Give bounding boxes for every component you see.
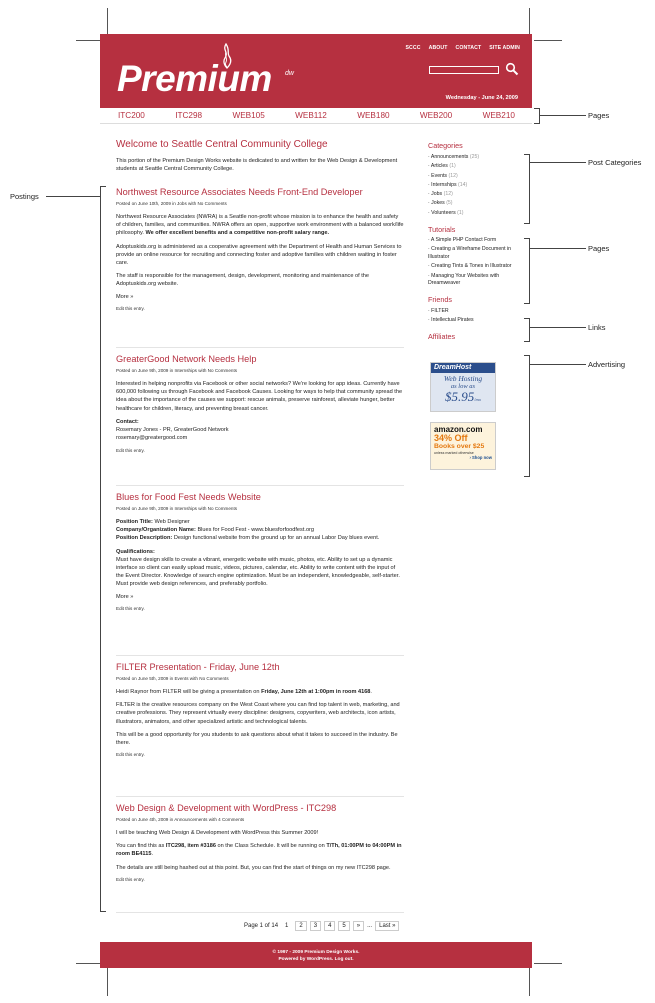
dreamhost-body xyxy=(431,375,495,406)
qualifications xyxy=(116,548,404,589)
annotation-advertising: Advertising xyxy=(588,360,626,369)
logo-suffix: dw xyxy=(285,70,294,77)
affiliates-heading: Affiliates xyxy=(428,332,456,342)
edit-entry-link[interactable]: Edit this entry. xyxy=(116,752,145,758)
post-body xyxy=(116,829,404,882)
post-meta: Posted on June 10th, 2009 in Jobs with No Comments xyxy=(116,201,227,206)
annotation-line xyxy=(530,327,586,328)
header-date: Wednesday - June 24, 2009 xyxy=(445,95,518,101)
annotation-line xyxy=(46,196,100,197)
tutorials-heading: Tutorials xyxy=(428,225,456,235)
tutorials-list xyxy=(428,237,524,287)
post-text-bold: T/Th, 01:00PM to 04:00PM in room BE4115 xyxy=(116,843,402,858)
tutorial-item[interactable]: · Creating Tints & Tones in Illustrator xyxy=(428,263,524,270)
search-icon[interactable] xyxy=(505,62,519,76)
post-title[interactable]: GreaterGood Network Needs Help xyxy=(116,354,257,364)
footer-copyright: © 1997 - 2009 Premium Design Works. xyxy=(272,950,360,955)
category-item[interactable]: · Internships (14) xyxy=(428,181,524,190)
top-nav-contact[interactable]: CONTACT xyxy=(455,45,482,51)
annotation-line xyxy=(530,364,586,365)
contact-block xyxy=(116,418,404,443)
qualifications-text: Must have design skills to create a vibrant, energetic website with music, photos, etc. Ability to set up a dynamic interface so client can easily upload music, videos, pictures, calendar, etc. Ability to write content with the input of the Event Director. Knowledge of search engine optimization. Must be an independent, knowledgeable, self-starter. Must provide web design references, and preferably portfolio. xyxy=(116,556,400,588)
post-paragraph: Adoptuskids.org is administered as a cooperative agreement with the Department of Health and Human Services to provide an online resource for recruiting and connecting foster and adoptive families with children waiting in foster care. xyxy=(116,243,402,267)
site-footer xyxy=(100,942,532,968)
top-nav-about[interactable]: ABOUT xyxy=(428,45,448,51)
annotation-bracket xyxy=(100,186,106,912)
annotation-bracket xyxy=(524,355,530,477)
annotation-links: Links xyxy=(588,323,606,332)
site-header xyxy=(100,34,532,108)
amazon-fineprint: unless marked otherwise xyxy=(434,451,474,455)
categories-heading: Categories xyxy=(428,141,463,150)
post-separator xyxy=(116,912,404,913)
pager-page-4[interactable]: 4 xyxy=(324,921,335,931)
edit-entry-link[interactable]: Edit this entry. xyxy=(116,305,145,311)
category-item[interactable]: · Articles (1) xyxy=(428,162,524,171)
description-label: Position Description: xyxy=(116,535,173,542)
position-value: Web Designer xyxy=(152,519,190,525)
pager-ellipsis: ... xyxy=(367,923,373,929)
post-title[interactable]: FILTER Presentation - Friday, June 12th xyxy=(116,662,280,672)
pager-page-5[interactable]: 5 xyxy=(338,921,349,931)
position-label: Position Title: xyxy=(116,519,153,525)
welcome-section xyxy=(116,138,404,173)
friend-link[interactable]: · FILTER xyxy=(428,307,524,316)
page-link-web105[interactable]: WEB105 xyxy=(232,111,265,120)
sidebar xyxy=(428,141,524,341)
post-body xyxy=(116,518,404,611)
dreamhost-line: as low as xyxy=(450,383,476,390)
post-text-bold: Friday, June 12th at 1:00pm in room 4168 xyxy=(261,689,371,695)
edit-entry-link[interactable]: Edit this entry. xyxy=(116,876,145,882)
top-nav-site-admin[interactable]: SITE ADMIN xyxy=(489,45,520,51)
category-item[interactable]: · Jokes (5) xyxy=(428,199,524,208)
post-text-bold: ITC298, item #3186 xyxy=(165,843,216,850)
org-value: Blues for Food Fest - www.bluesforfoodfest.org xyxy=(195,527,315,534)
page-link-web112[interactable]: WEB112 xyxy=(295,111,327,120)
post-paragraph: FILTER is the creative resources company on the West Coast where you can find top talent in web, marketing, and creative professions. They represent virtually every discipline: designers, copywriters, web architects, icon artists, illustrators, animators, and other specialized artistic and technological talents. xyxy=(116,702,400,725)
site-logo[interactable]: Premium xyxy=(117,58,272,99)
crop-mark xyxy=(534,40,562,41)
post-text: Heidi Raynor from FILTER will be giving a presentation on xyxy=(116,689,262,695)
welcome-title: Welcome to Seattle Central Community College xyxy=(116,139,328,150)
category-item[interactable]: · Jobs (12) xyxy=(428,190,524,199)
dreamhost-ad[interactable] xyxy=(430,362,496,412)
footer-powered[interactable]: Powered by WordPress. Log out. xyxy=(278,957,354,962)
pages-nav xyxy=(100,108,532,124)
post-title[interactable]: Blues for Food Fest Needs Website xyxy=(116,492,261,502)
post xyxy=(116,802,404,882)
edit-entry-link[interactable]: Edit this entry. xyxy=(116,448,145,454)
amazon-discount: 34% Off xyxy=(434,433,468,443)
post-meta: Posted on June 4th, 2009 in Announcements with 4 Comments xyxy=(116,817,245,822)
post-text-bold: We offer excellent benefits and a competitive non-profit salary range. xyxy=(145,230,330,237)
pager-next[interactable]: » xyxy=(353,921,364,931)
post-body xyxy=(116,213,404,311)
category-item[interactable]: · Volunteers (1) xyxy=(428,209,524,218)
post-paragraph: I will be teaching Web Design & Development with WordPress this Summer 2009! xyxy=(116,830,319,836)
post-title[interactable]: Web Design & Development with WordPress - ITC298 xyxy=(116,803,337,813)
search-input[interactable] xyxy=(429,66,499,74)
post-body xyxy=(116,380,404,453)
post-text: You can find this as xyxy=(116,843,166,850)
post-paragraph: This will be a good opportunity for you students to ask questions about what it takes to succeed in the industry. Be there. xyxy=(116,731,398,747)
dreamhost-unit: /mo xyxy=(474,397,481,402)
post-title[interactable]: Northwest Resource Associates Needs Front-End Developer xyxy=(116,187,363,197)
contact-name: Rosemary Jones - PR, GreaterGood Network xyxy=(116,427,229,434)
amazon-brand: amazon.com xyxy=(434,425,483,434)
post-paragraph xyxy=(116,213,404,238)
post-meta: Posted on June 5th, 2009 in Events with No Comments xyxy=(116,676,229,681)
post-separator xyxy=(116,655,404,656)
annotation-line xyxy=(540,115,586,116)
page-link-itc200[interactable]: ITC200 xyxy=(118,111,145,120)
top-nav xyxy=(405,45,520,51)
top-nav-sccc[interactable]: SCCC xyxy=(405,45,421,51)
post-separator xyxy=(116,485,404,486)
crop-mark xyxy=(534,963,562,964)
post-text: . xyxy=(151,851,154,858)
edit-entry-link[interactable]: Edit this entry. xyxy=(116,605,145,611)
post-paragraph: The details are still being hashed out at this point. But, you can find the start of things on my new ITC298 page. xyxy=(116,864,391,871)
annotation-post-categories: Post Categories xyxy=(588,158,642,167)
pagination xyxy=(244,921,399,931)
dreamhost-line: Web Hosting xyxy=(443,374,483,383)
post-text: on the Class Schedule. It will be running on xyxy=(215,843,327,850)
categories-list xyxy=(428,153,524,218)
post-body xyxy=(116,688,404,757)
annotation-line xyxy=(530,248,586,249)
category-item[interactable]: · Events (12) xyxy=(428,172,524,181)
friends-heading: Friends xyxy=(428,294,452,304)
post-meta: Posted on June 9th, 2009 in Internships with No Comments xyxy=(116,506,238,511)
post xyxy=(116,186,404,311)
post xyxy=(116,491,404,611)
pager-page-2[interactable]: 2 xyxy=(295,921,306,931)
page-link-web210[interactable]: WEB210 xyxy=(482,111,515,120)
contact-email[interactable]: rosemary@greatergood.com xyxy=(116,435,188,442)
tutorial-item[interactable]: · A Simple PHP Contact Form xyxy=(428,237,524,244)
post-paragraph xyxy=(116,688,404,696)
amazon-ad[interactable] xyxy=(430,422,496,470)
pager-last[interactable]: Last » xyxy=(375,921,399,931)
tutorial-item[interactable]: · Creating a Wireframe Document in Illustrator xyxy=(428,246,524,261)
crop-mark xyxy=(107,968,108,996)
position-details xyxy=(116,518,404,543)
dreamhost-price-row xyxy=(431,390,495,406)
description-value: Design functional website from the ground up for an annual Labor Day blues event. xyxy=(172,535,380,542)
post-paragraph: The staff is responsible for the management, design, development, monitoring and maintenance of the Adoptuskids.org website. xyxy=(116,273,370,288)
annotation-tutorial-pages: Pages xyxy=(588,244,610,253)
tutorial-item[interactable]: · Managing Your Websites with Dreamweaver xyxy=(428,273,524,288)
more-link[interactable]: More » xyxy=(116,593,134,600)
post-separator xyxy=(116,347,404,348)
friend-link[interactable]: · Intellectual Pirates xyxy=(428,316,524,325)
post xyxy=(116,353,404,453)
post-paragraph xyxy=(116,842,404,858)
pager-label: Page 1 of 14 xyxy=(244,923,279,929)
annotation-line xyxy=(530,162,586,163)
page-link-web200[interactable]: WEB200 xyxy=(419,111,453,120)
dreamhost-price: $5.95 xyxy=(445,389,475,404)
post-meta: Posted on June 9th, 2009 in Internships with No Comments xyxy=(116,368,238,373)
post-text: . xyxy=(370,689,372,695)
post-text: Northwest Resource Associates (NWRA) is a Seattle non-profit whose mission is to enhance the health and safety of children, families, and communities. NWRA offers an open, supportive work environment with a balanced work/life philosophy. xyxy=(116,214,404,237)
friends-list xyxy=(428,307,524,326)
post-separator xyxy=(116,796,404,797)
crop-mark xyxy=(529,8,530,36)
annotation-postings: Postings xyxy=(10,192,39,201)
page-link-web180[interactable]: WEB180 xyxy=(357,111,390,120)
annotation-pages: Pages xyxy=(588,111,610,120)
pager-page-1[interactable]: 1 xyxy=(281,921,292,931)
amazon-books: Books over $25 xyxy=(434,443,485,450)
pager-page-3[interactable]: 3 xyxy=(310,921,321,931)
annotation-bracket xyxy=(534,108,540,124)
amazon-shop-now[interactable]: › Shop now xyxy=(469,455,492,460)
category-item[interactable]: · Announcements (25) xyxy=(428,153,524,162)
dreamhost-brand: DreamHost xyxy=(431,363,495,373)
annotation-bracket xyxy=(524,318,530,342)
page-link-itc298[interactable]: ITC298 xyxy=(175,111,203,120)
crop-mark xyxy=(107,8,108,36)
qualifications-label: Qualifications: xyxy=(116,548,155,555)
org-label: Company/Organization Name: xyxy=(116,527,196,534)
post-paragraph: Interested in helping nonprofits via Facebook or other social networks? We're looking for app ideas. Currently have 600,000 following us through Facebook and Facebook Causes. Looking for ways to help that community spread the idea about the importance of the causes we support: rescue animals, preserve rainforest, alleviate hunger, better healthcare for children, literacy, and preventing breast cancer. xyxy=(116,381,403,412)
more-link[interactable]: More » xyxy=(116,293,134,300)
welcome-text: This portion of the Premium Design Works website is dedicated to and written for the Web Design & Development students at Seattle Central Community College. xyxy=(116,158,398,173)
contact-label: Contact: xyxy=(116,418,139,425)
annotation-bracket xyxy=(524,154,530,224)
post xyxy=(116,661,404,757)
crop-mark xyxy=(529,968,530,996)
